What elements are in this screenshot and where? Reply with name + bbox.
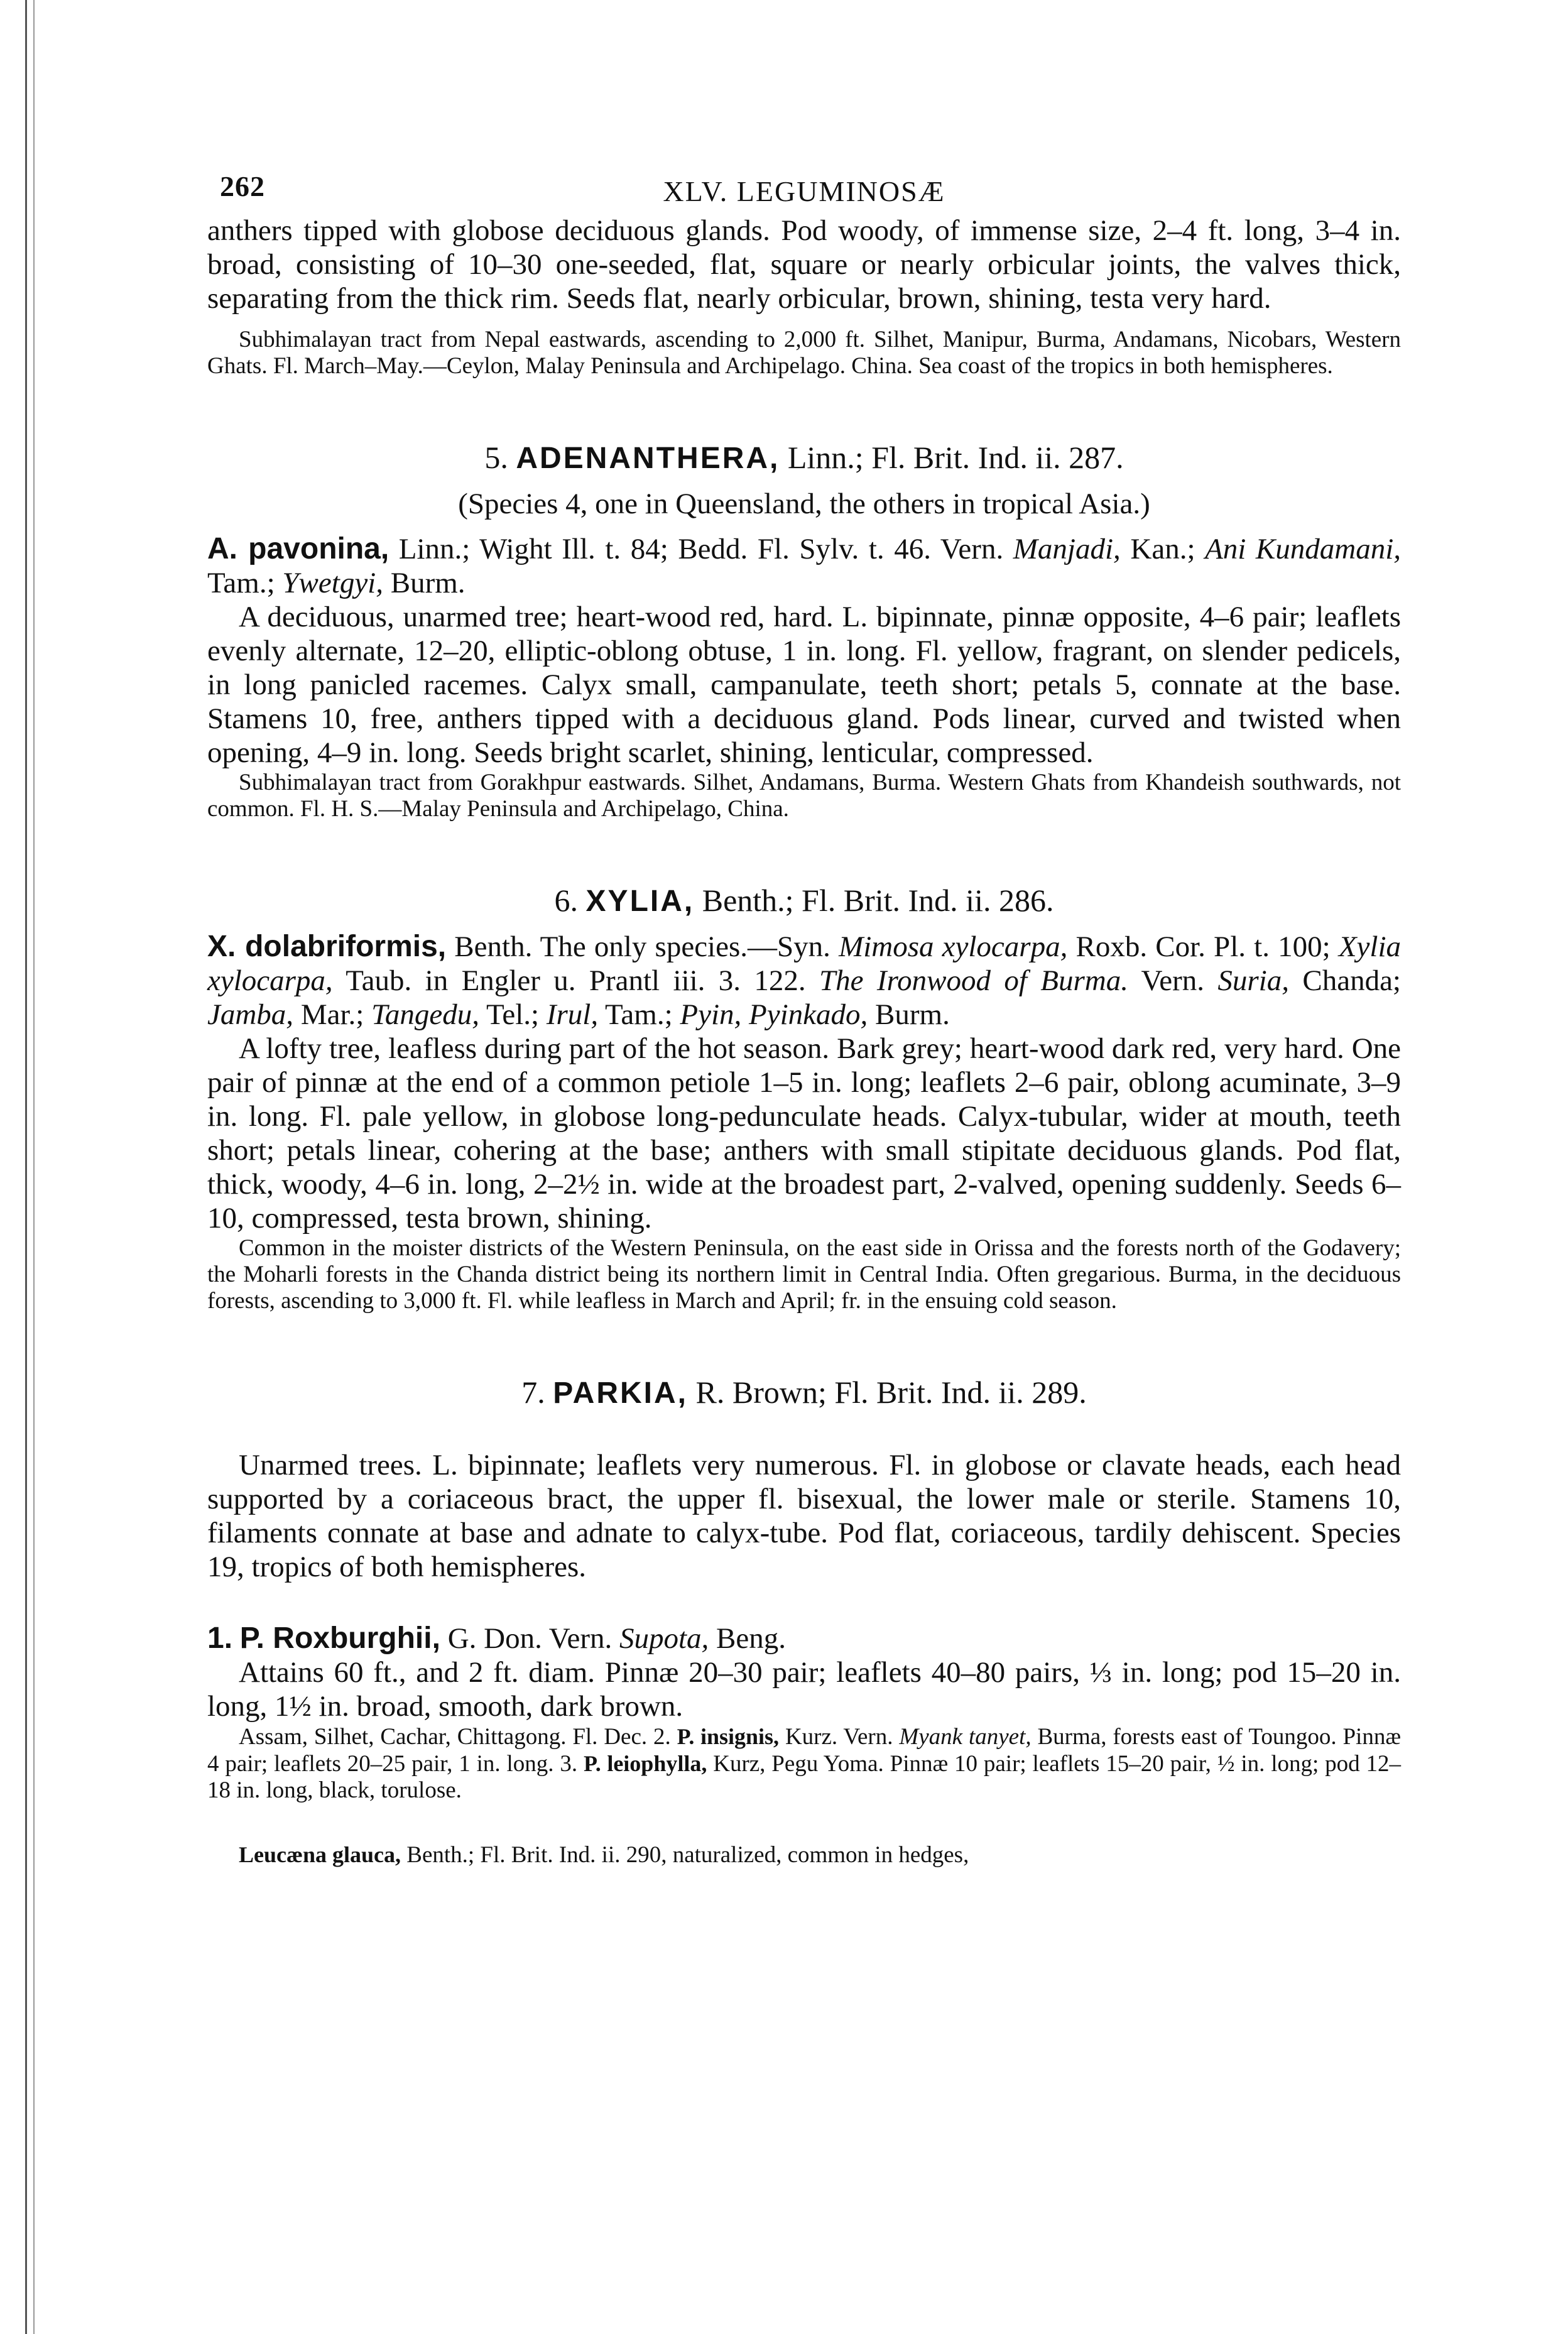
vernacular-language: Tam.; <box>207 567 275 599</box>
genus-number: 6. <box>554 883 579 918</box>
species-entry-dolabriformis <box>207 930 1401 1032</box>
species-description: A lofty tree, leafless during part of the hot season. Bark grey; heart-wood dark red, very hard. One pair of pinnæ at the end of a common petiole 1–5 in. long; leaflets 2–6 pair, oblong acuminate, 3–9 in. long. Fl. pale yellow, in globose long-pedunculate heads. Calyx-tubular, wider at mouth, teeth short; petals linear, cohering at the base; anthers with small stipitate deciduous glands. Pod flat, thick, woody, 4–6 in. long, 2–2½ in. wide at the broadest part, 2-valved, opening suddenly. Seeds 6–10, compressed, testa brown, shining. <box>207 1032 1401 1235</box>
genus-reference: Linn.; Fl. Brit. Ind. ii. 287. <box>787 440 1124 475</box>
species-entry-pavonina <box>207 532 1401 600</box>
vernacular-language: Burm. <box>875 998 950 1031</box>
vernacular-language: Kan.; <box>1130 533 1195 565</box>
distribution-text: Assam, Silhet, Cachar, Chittagong. Fl. Dec. <box>239 1724 648 1750</box>
synonym-name: Xylia xylocarpa, <box>207 930 1402 997</box>
page-number: 262 <box>220 170 265 202</box>
genus-number: 7. <box>521 1375 545 1410</box>
species-citation: G. Don. Vern. <box>447 1622 612 1655</box>
genus-note: (Species 4, one in Queensland, the others in tropical Asia.) <box>458 488 1150 520</box>
vernacular-name: Suria, <box>1217 964 1289 997</box>
species-number: 3. <box>560 1751 578 1777</box>
genus-heading-parkia <box>207 1374 1401 1410</box>
footer-text: Benth.; Fl. Brit. Ind. ii. 290, naturalized, common in hedges, <box>406 1842 969 1868</box>
vernacular-name: Jamba, <box>207 998 294 1031</box>
genus-name: ADENANTHERA, <box>516 442 780 475</box>
species-text: Kurz, Pegu Yoma. Pinnæ 10 pair; leaflets 15–20 pair, ½ in. long; pod 12–18 in. long, black, torulose. <box>207 1751 1402 1803</box>
genus-reference: Benth.; Fl. Brit. Ind. ii. 286. <box>702 883 1054 918</box>
vernacular-name: Irul, <box>546 998 599 1031</box>
vernacular-language: Beng. <box>716 1622 786 1655</box>
species-description: A deciduous, unarmed tree; heart-wood red, hard. L. bipinnate, pinnæ opposite, 4–6 pair; leaflets evenly alternate, 12–20, elliptic-oblong obtuse, 1 in. long. Fl. yellow, fragrant, on slender pedicels, in long panicled racemes. Calyx small, campanulate, teeth short; petals 5, connate at the base. Stamens 10, free, anthers tipped with a deciduous gland. Pods linear, curved and twisted when opening, 4–9 in. long. Seeds bright scarlet, shining, lenticular, compressed. <box>207 601 1401 769</box>
page-header <box>207 163 1401 214</box>
vernacular-name: Pyin, Pyinkado, <box>680 998 868 1031</box>
species-description: Attains 60 ft., and 2 ft. diam. Pinnæ 20–30 pair; leaflets 40–80 pairs, ⅓ in. long; pod 15–20 in. long, 1½ in. broad, smooth, dark brown. <box>207 1656 1401 1723</box>
species-number: 1. <box>207 1622 233 1655</box>
species-entry-roxburghii <box>207 1622 1401 1655</box>
vernacular-language: Chanda; <box>1302 964 1401 997</box>
species-citation: Kurz. Vern. <box>785 1724 893 1750</box>
vernacular-name: Supota, <box>619 1622 709 1655</box>
common-name: The Ironwood of Burma. <box>819 964 1128 997</box>
vernacular-language: Burm. <box>390 567 466 599</box>
vernacular-language: Tam.; <box>605 998 673 1031</box>
synonym-name: Mimosa xylocarpa, <box>839 930 1068 963</box>
genus-name: XYLIA, <box>585 885 695 918</box>
species-name: P. Roxburghii, <box>239 1622 440 1655</box>
species-text: Burma, forests east of Toungoo. Pinnæ 4 pair; leaflets 20–25 pair, 1 in. long. <box>207 1724 1402 1777</box>
species-citation: Linn.; Wight Ill. t. 84; Bedd. Fl. Sylv. t. 46. Vern. <box>398 533 1004 565</box>
genus-name: PARKIA, <box>553 1377 688 1410</box>
vernacular-name: Ywetgyi, <box>282 567 383 599</box>
synonym-citation: Roxb. Cor. Pl. t. 100; <box>1075 930 1331 963</box>
running-title: XLV. LEGUMINOSÆ <box>663 175 945 207</box>
footer-note <box>207 1841 1401 1868</box>
vernacular-name: Myank tanyet, <box>899 1724 1032 1750</box>
genus-description: Unarmed trees. L. bipinnate; leaflets very numerous. Fl. in globose or clavate heads, each head supported by a coriaceous bract, the upper fl. bisexual, the lower male or sterile. Stamens 10, filaments connate at base and adnate to calyx-tube. Pod flat, coriaceous, tardily dehiscent. Species 19, tropics of both hemispheres. <box>207 1449 1401 1583</box>
synonym-citation: Taub. in Engler u. Prantl iii. 3. 122. <box>346 964 806 997</box>
species-number: 2. <box>653 1724 671 1750</box>
vernacular-language: Tel.; <box>486 998 540 1031</box>
species-name: P. insignis, <box>677 1724 780 1749</box>
vernacular-label: Vern. <box>1141 964 1204 997</box>
vernacular-name: Manjadi, <box>1013 533 1121 565</box>
intro-distribution: Subhimalayan tract from Nepal eastwards, ascending to 2,000 ft. Silhet, Manipur, Burma, Andamans, Nicobars, Western Ghats. Fl. March–May.—Ceylon, Malay Peninsula and Archipelago. China. Sea coast of the tropics in both hemispheres. <box>207 327 1401 379</box>
vernacular-language: Mar.; <box>300 998 364 1031</box>
species-citation: Benth. The only species.—Syn. <box>454 930 830 963</box>
genus-heading-adenanthera <box>207 439 1401 476</box>
species-distribution: Common in the moister districts of the Western Peninsula, on the east side in Orissa and the forests north of the Godavery; the Moharli forests in the Chanda district being its northern limit in Central India. Often gregarious. Burma, in the deciduous forests, ascending to 3,000 ft. Fl. while leafless in March and April; fr. in the ensuing cold season. <box>207 1235 1401 1314</box>
genus-heading-xylia <box>207 882 1401 919</box>
page <box>207 163 1401 1868</box>
scan-edge <box>25 0 35 2334</box>
species-name: P. leiophylla, <box>584 1751 707 1776</box>
vernacular-name: Ani Kundamani, <box>1205 533 1402 565</box>
species-distribution <box>207 1723 1401 1804</box>
species-name: X. dolabriformis, <box>207 930 447 963</box>
species-name: A. pavonina, <box>207 532 389 565</box>
vernacular-name: Tangedu, <box>371 998 480 1031</box>
footer-species-name: Leucæna glauca, <box>239 1842 401 1867</box>
genus-reference: R. Brown; Fl. Brit. Ind. ii. 289. <box>695 1375 1087 1410</box>
species-distribution: Subhimalayan tract from Gorakhpur eastwards. Silhet, Andamans, Burma. Western Ghats from Khandeish southwards, not common. Fl. H. S.—Malay Peninsula and Archipelago, China. <box>207 770 1401 822</box>
genus-number: 5. <box>484 440 508 475</box>
intro-description: anthers tipped with globose deciduous glands. Pod woody, of immense size, 2–4 ft. long, 3–4 in. broad, consisting of 10–30 one-seeded, flat, square or nearly orbicular joints, the valves thick, separating from the thick rim. Seeds flat, nearly orbicular, brown, shining, testa very hard. <box>207 214 1401 315</box>
